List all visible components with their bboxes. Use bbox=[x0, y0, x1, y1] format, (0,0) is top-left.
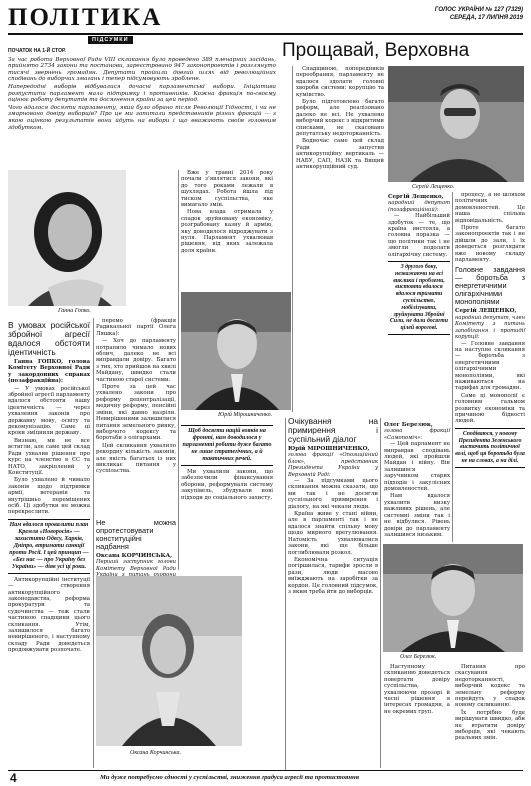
paragraph: — Головне завдання на наступне скликання — боротьба з енергетичними олігархічними монополіями, які наживаються на тарифах для громадян. bbox=[455, 340, 525, 392]
column-divider bbox=[285, 418, 286, 770]
author-miroshnychenko: Юрій МІРОШНИЧЕНКО, bbox=[288, 446, 370, 452]
paragraph: Ганна ГОПКО, голова Комітету Верховної Ради у закордонних справах (позафракційна): bbox=[8, 359, 90, 385]
paragraph: — Найбільший здобуток — те, що країна вистояла, а головна поразка — що політики так і не змогли подолати олігархічну систему. bbox=[388, 213, 450, 258]
portrait-leshchenko-image bbox=[388, 66, 524, 182]
paragraph: Економічна ситуація погіршилася, тарифи зросли в рази, люди масово виїжджають на заробітки за кордон. Це головний підсумок, з яким треба йти до виборців. bbox=[288, 556, 378, 595]
section-title: ПОЛІТИКА bbox=[8, 4, 163, 31]
paragraph: Країна живе у стані війни, але в парламенті так і не вдалося знайти спільну мову щодо мирного врегулювання. Натомість ухвалювалися закони, які ще більше поглиблювали розкол. bbox=[288, 511, 378, 556]
column-koruchenska-lower bbox=[96, 516, 176, 572]
column-divider bbox=[178, 170, 179, 570]
portrait-gonko-image bbox=[8, 170, 126, 306]
pull-quote-far-right: Сподіваюся, у новому Президента Зеленського вистачить політичної волі, щоб ця боротьба була не на словах, а на ділі. bbox=[455, 428, 525, 468]
pull-quote-right: З другого боку, незважаючи на всі виклики і проблеми, вистояти вдалося вдалося тримати суспільство, мобілізувати, зруйнувати Збройні Сили, не дали досягти цілей ворогові. bbox=[388, 261, 450, 335]
intro-paragraph: Чого вдалося досягти парламенту, який було обрано після Революції Гідності, і чи не змарновано довіру виборців? Про це ми запитали представників різних фракцій — з якою оцінкою результатів вони йдуть на вибори і що вважають своїм головним здобутком. bbox=[8, 104, 276, 131]
paragraph: — За підсумками цього скликання можна сказати, що ми так і не досягли суспільного примирення і діалогу, на які чекали люди. bbox=[288, 478, 378, 510]
paragraph: Вже у травні 2014 року почали з’являтися закони, які до того роками лежали в шухлядах. Робота йшла під тиском суспільства, яке вимагало змін. bbox=[181, 170, 273, 209]
author-leshchenko-short: Сергій Лещенко, bbox=[388, 194, 444, 200]
paragraph: Водночас саме цей склад Ради запустив антикорупційну вертикаль — НАБУ, САП, НАЗК та Вищий антикорупційний суд. bbox=[296, 138, 384, 171]
caption-miroshnychenko: Юрій Мірошниченко. bbox=[218, 412, 273, 418]
author-role-koruchenska: Перший заступник голови Комітету Верховної Ради bbox=[96, 559, 176, 572]
intro-paragraph: Напередодні виборів відбувалися дочасні парламентські вибори. Ініціатива розпустити парламент мала підтримку і противників. Кожна фракція по-своєму оцінює роботу депутатів та досягнення країни за цей період. bbox=[8, 83, 276, 104]
author-role-leshchenko: народний депутат, член Комітету з питань запобігання і протидії корупції: bbox=[455, 314, 525, 341]
paragraph: Було підготовлено багато реформ, але реалізовано далеко не всі. Не ухвалено виборчий кодекс з відкритими списками, не скасовано депутатську недоторканність. bbox=[296, 99, 384, 138]
intro-paragraph: За чаc роботи Верховної Ради VIII скликання було проведено 389 пленарних засідань, прийнято 2734 закони та постанови, зареєстровано 947 законопроектів і розглянуто тисячі звернень громадян. Депутати пройшли довгий шлях від революційних сподівань до виборчих змагань і тепер підсумовують зроблене. bbox=[8, 56, 276, 83]
author-role-berezyuk: голова фракції «Самопоміч»: bbox=[384, 428, 450, 441]
author-leshchenko: Сергій ЛЕЩЕНКО, bbox=[455, 308, 517, 315]
paragraph: перемо (фракція Радикальної партії Олега Ляшка): bbox=[96, 318, 176, 337]
caption-leshchenko: Сергій Лещенко. bbox=[412, 184, 455, 190]
subhead-gonko: В умовах російської збройної агресії вдалося обстояти ідентичність bbox=[8, 320, 90, 357]
paragraph: Антикорупційні інституції — створення антикорупційного законодавства, реформа прокуратури та судочинства — теж стали частиною спадщини цього скликання. Утім, залишилося багато невирішеного, і наступному складу Ради доведеться продовжувати розпочате. bbox=[8, 576, 90, 654]
footer-rule bbox=[8, 770, 523, 771]
continuation-kicker: ПОЧАТОК НА 1-Й СТОР. bbox=[8, 48, 66, 54]
photo-koruchenska bbox=[96, 576, 242, 746]
caption-koruchenska: Оксана Корчинська. bbox=[130, 750, 181, 756]
paragraph: — Хоч до парламенту потрапило чимало нових облич, далеко не всі виправдали довіру. Багато з тих, хто прийшов на хвилі Майдану, швидко стали частиною старої системи. bbox=[96, 338, 176, 383]
main-headline: Прощавай, Верховна bbox=[282, 40, 470, 61]
column-divider bbox=[93, 318, 94, 768]
paragraph: Визнаю, ми не все встигли, але саме цей склад Ради ухвалив рішення про курс на членство в ЄС та НАТО, закріплений у Конституції. bbox=[8, 437, 90, 476]
caption-gonko: Ганна Гопко. bbox=[58, 308, 91, 314]
column-berezyuk bbox=[384, 420, 450, 542]
paragraph: Наступному скликанню доведеться повертати довіру суспільства, ухвалюючи прозорі й чесні рішення в інтересах громадян, а не окремих груп. bbox=[384, 664, 450, 715]
paragraph: Їх потрібно буде вирішувати швидко, аби не втратити довіру виборців, які чекають реальних змін. bbox=[455, 709, 525, 742]
paragraph: — У умовах російської збройної агресії парламенту вдалося обстояти нашу ідентичність — через ухвалення законів про державну мову, освіту та декомунізацію. Саме ці кроки зміцнили державу. bbox=[8, 385, 90, 437]
issue-number: ГОЛОС УКРАЇНИ № 127 (7329) bbox=[434, 7, 523, 13]
column-koruchenska bbox=[96, 318, 176, 516]
footer-slogan: Ми дуже потребуємо єдності у суспільстві, зниження градуса агресії та протистояння bbox=[100, 774, 360, 781]
photo-berezyuk bbox=[383, 544, 523, 652]
pull-quote-gonko: Нам вдалося провалити план Кремля «Новоросія» — захистити Одесу, Харків, Дніпро, втримати санкції проти Росії. І цей принцип — «Без нас — про Україну без України» — діяв усі ці роки. bbox=[8, 519, 90, 574]
column-divider bbox=[292, 66, 293, 412]
masthead-rule bbox=[8, 33, 523, 35]
paragraph: процесу, а не шляхом політичних домовленостей. Це наша спільна відповідальність. bbox=[455, 192, 525, 224]
author-koruchenska: Оксана КОРЧИНСЬКА, bbox=[96, 553, 173, 559]
page-number: 4 bbox=[10, 771, 17, 785]
intro-block bbox=[8, 48, 276, 168]
issue-info bbox=[435, 6, 523, 22]
caption-berezyuk: Олег Березюк. bbox=[400, 654, 437, 660]
subhead-leshchenko: Головне завдання — боротьба з енергетичними олігархічними монополіями bbox=[455, 265, 525, 307]
paragraph: Цей скликання ухвалило рекордну кількість законів, але якість багатьох із них викликає питання у суспільства. bbox=[96, 442, 176, 475]
column-upper-right-2 bbox=[388, 192, 450, 418]
paragraph: — Цей парламент не виправдав сподівань людей, які пройшли Майдан і війну. Він залишився заручником старих підходів і закулісних домовленостей. bbox=[384, 441, 450, 493]
paragraph: Проте багато законопроектів так і не дійшли до зали, і їх доведеться розглядати вже новому складу парламенту. bbox=[455, 225, 525, 264]
subhead-koruchenska: Не можна опротестовувати конституційні надбання bbox=[96, 518, 176, 551]
subhead-miroshnychenko: Очікування на примирення і суспільний діалог bbox=[288, 416, 378, 444]
photo-leshchenko bbox=[388, 66, 524, 182]
photo-gonko bbox=[8, 170, 126, 306]
column-center bbox=[181, 170, 273, 290]
column-berezyuk-lower bbox=[384, 664, 450, 768]
paragraph: Проте за цей час ухвалено закони про реформу децентралізації, медичну реформу, пенсійні зміни, які давно назріли. Невирішеними залишилися питання земельного ринку, виборчого кодексу та боротьби з олігархами. bbox=[96, 384, 176, 442]
section-tag: ПІДСУМКИ bbox=[88, 36, 133, 44]
paragraph: Спадщиною, попередників переобрання, парламенту не вдалося здолати головні хвороби системи: корупцію та кумівство. bbox=[296, 66, 384, 98]
column-center-lower bbox=[181, 422, 273, 570]
author-role-leshchenko-short: народний депутат (позафракційний): bbox=[388, 200, 450, 213]
column-upper-right-1 bbox=[296, 66, 384, 406]
pull-quote-center: Щоб досягти націй вояків на фронті, нам доводилося у парламенті робити дуже багато не лише стратегічних, а й тактичних речей. bbox=[181, 425, 273, 466]
paragraph: Нам вдалося ухвалити низку важливих рішень, але системні зміни так і не відбулися. Рівень довіри до парламенту залишився низьким. bbox=[384, 493, 450, 538]
paragraph: Питання про скасування недоторканності, виборчий кодекс та земельну реформу перейдуть у спадок новому скликанню. bbox=[455, 664, 525, 709]
issue-date: СЕРЕДА, 17 ЛИПНЯ 2019 bbox=[449, 15, 523, 21]
paragraph: Ми ухвалили закони, що забезпечили фінансування оборони, реформували систему закупівель, збудували нові підходи до соціального захисту. bbox=[181, 469, 273, 501]
author-role-miroshnychenko: голова фракції «Опозиційний блок», представник Президента України у Верховній Раді: bbox=[288, 452, 378, 478]
photo-miroshnychenko bbox=[181, 292, 291, 410]
column-divider bbox=[452, 192, 453, 542]
portrait-koruchenska-image bbox=[96, 576, 242, 746]
paragraph: Саме ці монополії є головним гальмом розвитку економіки та причиною бідності людей. bbox=[455, 392, 525, 425]
portrait-miroshnychenko-image bbox=[181, 292, 291, 410]
column-miroshnychenko bbox=[288, 414, 378, 768]
portrait-berezyuk-image bbox=[383, 544, 523, 652]
column-bottom-right bbox=[455, 664, 525, 768]
column-divider bbox=[380, 418, 381, 768]
paragraph: Було ухвалено й чимало законів щодо підтримки армії, ветеранів та внутрішньо переміщених осіб. Ці здобутки не можна перекреслити. bbox=[8, 477, 90, 516]
column-far-right bbox=[455, 192, 525, 542]
column-gonko bbox=[8, 318, 90, 768]
author-berezyuk: Олег Березюк, bbox=[384, 422, 433, 428]
paragraph: Нова влада отримала у спадок зруйновану економіку, розграбовану казну й армію, яку доводилося відроджувати з нуля. Парламент ухвалював рішення, від яких залежала доля країни. bbox=[181, 209, 273, 254]
